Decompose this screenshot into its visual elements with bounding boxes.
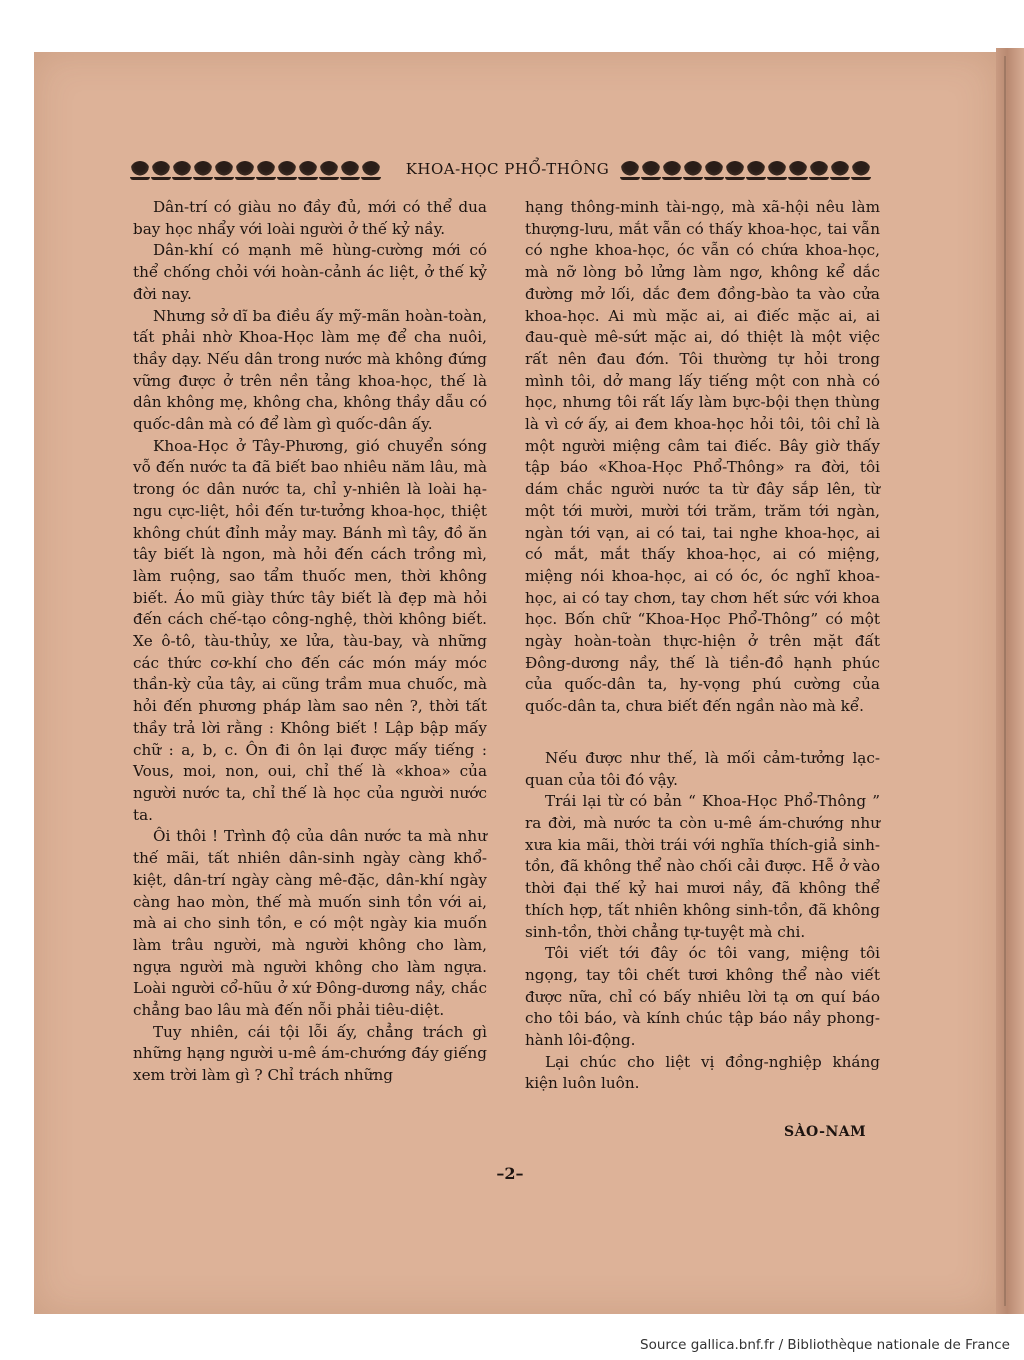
lotus-ornament-icon bbox=[683, 161, 703, 180]
lotus-ornament-icon bbox=[361, 161, 381, 180]
paragraph: Ôi thôi ! Trình độ của dân nước ta mà như thế mãi, tất nhiên dân-sinh ngày càng khổ-kiệt, dân-trí ngày càng mê-đặc, dân-khí ngày càng hao mòn, thế mà muốn sinh tồn với ai, mà ai cho sinh tồn, e có một ngày kia muốn làm trâu người, mà người không cho làm, ngựa người mà người không cho làm ngựa. Loài người cổ-hũu ở xứ Đông-dương nầy, chắc chẳng bao lâu mà đến nỗi phải tiêu-diệt. bbox=[133, 827, 487, 1020]
spine-edge bbox=[1004, 56, 1006, 1306]
running-header bbox=[130, 156, 890, 186]
lotus-ornament-icon bbox=[214, 161, 234, 180]
author-signature: SÀO-NAM bbox=[784, 1124, 867, 1140]
lotus-ornament-icon bbox=[193, 161, 213, 180]
lotus-ornament-icon bbox=[256, 161, 276, 180]
paragraph: Lại chúc cho liệt vị đồng-nghiệp kháng kiện luôn luôn. bbox=[525, 1052, 880, 1093]
lotus-ornament-icon bbox=[172, 161, 192, 180]
paragraph: Tuy nhiên, cái tội lỗi ấy, chẳng trách gì những hạng người u-mê ám-chướng đáy giếng xem trời làm gì ? Chỉ trách những bbox=[133, 1022, 487, 1085]
lotus-ornament-icon bbox=[725, 161, 745, 180]
paragraph: Nếu được như thế, là mối cảm-tưởng lạc-quan của tôi đó vậy. bbox=[525, 748, 880, 789]
lotus-ornament-icon bbox=[620, 161, 640, 180]
lotus-ornament-icon bbox=[809, 161, 829, 180]
right-column bbox=[525, 197, 880, 1095]
paragraph: Khoa-Học ở Tây-Phương, gió chuyển sóng vỗ đến nước ta đã biết bao nhiêu năm lâu, mà trong óc dân nước ta, chỉ y-nhiên là loài hạ-ngu cực-liệt, hồi đến tư-tưởng khoa-học, thiệt không chút đỉnh mảy may. Bánh mì tây, đồ ăn tây biết là ngon, mà hỏi đến cách trồng mì, làm ruộng, sao tẩm thuốc men, thời không biết. Áo mũ giày thức tây biết là đẹp mà hỏi đến cách chế-tạo công-nghệ, thời không biết. Xe ô-tô, tàu-thủy, xe lửa, tàu-bay, và những các thức cơ-khí cho đến các món máy móc thần-kỳ của tây, ai cũng trầm mua chuốc, mà hỏi đến phương pháp làm sao nên ?, thời tất thầy trả lời rằng : Không biết ! Lập bập mấy chữ : a, b, c. Ôn đi ôn lại được mấy tiếng : Vous, moi, non, oui, chỉ thế là «khoa» của người nước ta, chỉ thế là học của người nước ta. bbox=[133, 436, 487, 824]
paragraph: Dân-khí có mạnh mẽ hùng-cường mới có thể chống chỏi với hoàn-cảnh ác liệt, ở thế kỷ đời nay. bbox=[133, 241, 487, 303]
lotus-ornament-icon bbox=[788, 161, 808, 180]
lotus-ornament-icon bbox=[767, 161, 787, 180]
left-column bbox=[133, 197, 487, 1087]
book-spine bbox=[996, 48, 1024, 1314]
lotus-ornament-icon bbox=[704, 161, 724, 180]
paragraph: Dân-trí có giàu no đầy đủ, mới có thể dua bay học nhẩy với loài người ở thế kỷ nầy. bbox=[133, 198, 487, 238]
lotus-ornament-icon bbox=[662, 161, 682, 180]
lotus-ornament-icon bbox=[641, 161, 661, 180]
lotus-ornament-icon bbox=[277, 161, 297, 180]
lotus-ornament-icon bbox=[620, 158, 890, 182]
lotus-ornament-icon bbox=[151, 161, 171, 180]
lotus-ornament-icon bbox=[130, 161, 150, 180]
lotus-ornament-icon bbox=[830, 161, 850, 180]
lotus-ornament-icon bbox=[340, 161, 360, 180]
paragraph: Nhưng sở dĩ ba điều ấy mỹ-mãn hoàn-toàn, tất phải nhờ Khoa-Học làm mẹ để cha nuôi, thầy dạy. Nếu dân trong nước mà không đứng vững được ở trên nền tảng khoa-học, thế là dân không mẹ, không cha, không thầy dẫu có quốc-dân mà có để làm gì quốc-dân ấy. bbox=[133, 306, 487, 434]
lotus-ornament-icon bbox=[851, 161, 871, 180]
lotus-ornament-icon bbox=[746, 161, 766, 180]
lotus-ornament-icon bbox=[319, 161, 339, 180]
header-title: KHOA-HỌC PHỔ-THÔNG bbox=[405, 160, 610, 178]
paragraph: hạng thông-minh tài-ngọ, mà xã-hội nêu làm thượng-lưu, mắt vẫn có thấy khoa-học, tai vẫn có nghe khoa-học, óc vẫn có chứa khoa-học, mà nỡ lòng bỏ lửng làm ngơ, không kể dắc đường mở lối, dắc đem đồng-bào ta vào cửa khoa-học. Ai mù mặc ai, ai điếc mặc ai, ai đau-què mê-sứt mặc ai, dó thiệt là một việc rất nên đau đớn. Tôi thường tự hỏi trong mình tôi, dở mang lấy tiếng một con nhà có học, nhưng tôi rất lấy làm bực-bội thẹn thùng là vì cớ ấy, ai đem khoa-học hỏi tôi, tôi chỉ là một người miệng câm tai điếc. Bây giờ thấy tập báo «Khoa-Học Phổ-Thông» ra đời, tôi dám chắc người nước ta từ đây sắp lên, từ một tới mười, mười tới trăm, trăm tới ngàn, ngàn tới vạn, ai có tai, tai nghe khoa-học, ai có mắt, mắt thấy khoa-học, ai có miệng, miệng nói khoa-học, ai có óc, óc nghĩ khoa-học, ai có tay chơn, tay chơn hết sức với khoa học. Bốn chữ “Khoa-Học Phổ-Thông” có một ngày hoàn-toàn thực-hiện ở trên mặt đất Đông-dương nầy, thế là tiền-đồ hạnh phúc của quốc-dân ta, hy-vọng phú cường của quốc-dân ta, chưa biết đến ngần nào mà kể. bbox=[525, 198, 880, 716]
paragraph: Trái lại từ có bản “ Khoa-Học Phổ-Thông ” ra đời, mà nước ta còn u-mê ám-chướng như xưa kia mãi, thời trái với nghĩa thích-giả sinh-tồn, đã không thể nào chối cải được. Hễ ở vào thời đại thế kỷ hai mươi nầy, đã không thể thích hợp, tất nhiên không sinh-tồn, đã không sinh-tồn, thời chẳng tự-tuyệt mà chi. bbox=[525, 792, 880, 941]
lotus-ornament-icon bbox=[130, 158, 386, 182]
lotus-ornament-icon bbox=[298, 161, 318, 180]
page-number: –2– bbox=[496, 1164, 524, 1183]
lotus-ornament-icon bbox=[235, 161, 255, 180]
paragraph: Tôi viết tới đây óc tôi vang, miệng tôi ngọng, tay tôi chết tươi không thể nào viết được nữa, chỉ có bấy nhiêu lời tạ ơn quí báo cho tôi báo, và kính chúc tập báo nầy phong-hành lôi-động. bbox=[525, 944, 880, 1050]
section-gap bbox=[525, 718, 880, 748]
source-credit: Source gallica.bnf.fr / Bibliothèque nationale de France bbox=[640, 1337, 1010, 1353]
